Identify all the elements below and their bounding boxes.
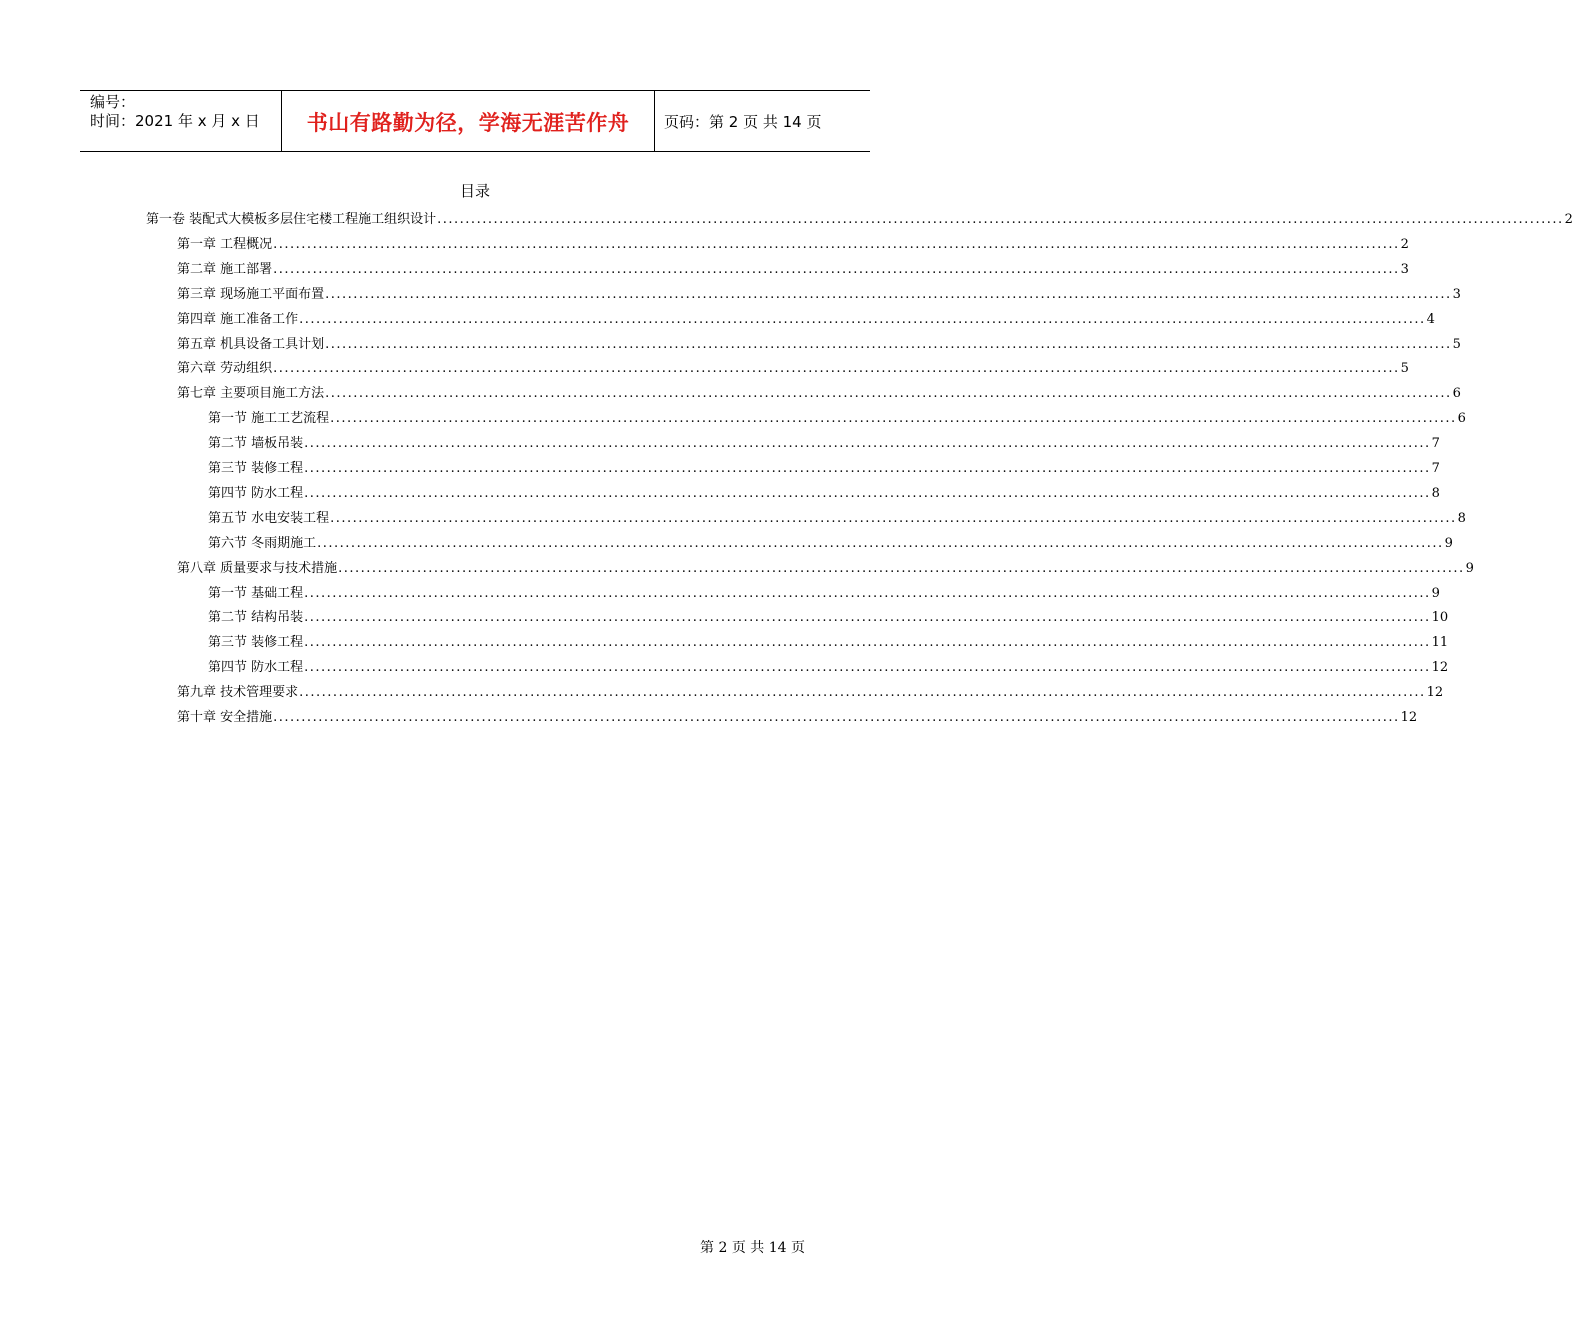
toc-leader-dots: ........................................................................................................................................................................................................ xyxy=(273,236,1400,252)
toc-entry[interactable] xyxy=(177,303,1435,328)
toc-entry[interactable] xyxy=(208,427,1440,452)
toc-leader-dots: ........................................................................................................................................................................................................ xyxy=(273,710,1400,725)
toc-entry[interactable] xyxy=(177,228,1409,253)
toc-entry-page: 9 xyxy=(1431,585,1440,601)
toc-leader-dots: ........................................................................................................................................................................................................ xyxy=(299,311,1426,327)
toc-leader-dots: ........................................................................................................................................................................................................ xyxy=(304,485,1431,501)
toc-entry-page: 12 xyxy=(1426,685,1444,701)
toc-entry-page: 3 xyxy=(1452,286,1461,302)
toc-entry[interactable] xyxy=(177,377,1461,402)
toc-leader-dots: ........................................................................................................................................................................................................ xyxy=(304,585,1431,601)
toc-entry-page: 5 xyxy=(1452,336,1461,352)
toc-leader-dots: ........................................................................................................................................................................................................ xyxy=(325,336,1452,352)
toc-entry-label: 第四章 施工准备工作 xyxy=(177,311,299,327)
toc-entry-page: 9 xyxy=(1465,560,1474,576)
toc-leader-dots: ........................................................................................................................................................................................................ xyxy=(325,286,1452,302)
toc-entry[interactable] xyxy=(208,527,1453,552)
toc-leader-dots: ........................................................................................................................................................................................................ xyxy=(304,635,1431,651)
toc-entry-label: 第九章 技术管理要求 xyxy=(177,685,299,701)
toc-entry-label: 第一章 工程概况 xyxy=(177,236,273,252)
toc-leader-dots: ........................................................................................................................................................................................................ xyxy=(299,685,1426,701)
toc-entry[interactable] xyxy=(177,701,1418,726)
toc-entry-label: 第五章 机具设备工具计划 xyxy=(177,336,325,352)
page-header xyxy=(80,90,870,152)
header-motto: 书山有路勤为径，学海无涯苦作舟 xyxy=(306,110,630,135)
toc-entry-label: 第二章 施工部署 xyxy=(177,261,273,277)
toc-entry-label: 第八章 质量要求与技术措施 xyxy=(177,560,338,576)
toc-entry-label: 第六章 劳动组织 xyxy=(177,361,273,377)
toc-entry-page: 8 xyxy=(1457,510,1466,526)
toc-entry-label: 第二节 墙板吊装 xyxy=(208,436,304,452)
toc-entry[interactable] xyxy=(208,601,1449,626)
toc-leader-dots: ........................................................................................................................................................................................................ xyxy=(437,212,1564,227)
document-code-label: 编号： xyxy=(90,93,136,111)
toc-entry-page: 6 xyxy=(1452,386,1461,402)
toc-entry-page: 10 xyxy=(1431,610,1449,626)
toc-entry-page: 4 xyxy=(1426,311,1435,327)
document-date: 时间：2021 年 x 月 x 日 xyxy=(90,112,260,130)
toc-leader-dots: ........................................................................................................................................................................................................ xyxy=(304,610,1431,626)
toc-leader-dots: ........................................................................................................................................................................................................ xyxy=(325,386,1452,402)
toc-entry-label: 第四节 防水工程 xyxy=(208,660,304,676)
toc-entry-label: 第二节 结构吊装 xyxy=(208,610,304,626)
toc-entry[interactable] xyxy=(208,477,1440,502)
toc-entry-label: 第一卷 装配式大模板多层住宅楼工程施工组织设计 xyxy=(146,212,437,227)
toc-entry-page: 6 xyxy=(1457,411,1466,427)
header-divider xyxy=(654,91,655,152)
toc-entry-page: 11 xyxy=(1431,635,1449,651)
toc-entry[interactable] xyxy=(208,577,1440,602)
toc-leader-dots: ........................................................................................................................................................................................................ xyxy=(338,560,1465,576)
toc-leader-dots: ........................................................................................................................................................................................................ xyxy=(317,535,1444,551)
toc-entry[interactable] xyxy=(208,651,1449,676)
toc-entry-page: 5 xyxy=(1400,361,1409,377)
toc-entry[interactable] xyxy=(208,626,1449,651)
toc-leader-dots: ........................................................................................................................................................................................................ xyxy=(304,436,1431,452)
toc-leader-dots: ........................................................................................................................................................................................................ xyxy=(330,411,1457,427)
toc-entry[interactable] xyxy=(208,502,1466,527)
header-meta xyxy=(90,93,280,131)
toc-entry-page: 8 xyxy=(1431,485,1440,501)
toc-entry-label: 第三节 装修工程 xyxy=(208,635,304,651)
toc-entry-page: 12 xyxy=(1431,660,1449,676)
toc-entry-label: 第三章 现场施工平面布置 xyxy=(177,286,325,302)
toc-entry-page: 9 xyxy=(1444,535,1453,551)
toc-entry[interactable] xyxy=(208,452,1440,477)
toc-entry-label: 第六节 冬雨期施工 xyxy=(208,535,317,551)
toc-leader-dots: ........................................................................................................................................................................................................ xyxy=(304,660,1431,676)
toc-entry-page: 2 xyxy=(1564,212,1573,227)
toc-entry-label: 第五节 水电安装工程 xyxy=(208,510,330,526)
toc-leader-dots: ........................................................................................................................................................................................................ xyxy=(273,361,1400,377)
toc-entry-page: 2 xyxy=(1400,236,1409,252)
toc-entry-page: 12 xyxy=(1400,710,1418,725)
toc-entry-label: 第一节 基础工程 xyxy=(208,585,304,601)
toc-entry-page: 3 xyxy=(1400,261,1409,277)
header-page-number: 页码：第 2 页 共 14 页 xyxy=(664,113,822,131)
toc-entry[interactable] xyxy=(177,676,1444,701)
toc-entry[interactable] xyxy=(177,328,1461,353)
toc-entry[interactable] xyxy=(177,253,1409,278)
toc-leader-dots: ........................................................................................................................................................................................................ xyxy=(330,510,1457,526)
toc-entry-label: 第四节 防水工程 xyxy=(208,485,304,501)
toc-entry-label: 第十章 安全措施 xyxy=(177,710,273,725)
toc-entry[interactable] xyxy=(177,352,1409,377)
toc-entry-label: 第三节 装修工程 xyxy=(208,461,304,476)
toc-entry-label: 第一节 施工工艺流程 xyxy=(208,411,330,427)
toc-entry[interactable] xyxy=(208,402,1466,427)
toc-title: 目录 xyxy=(459,182,490,200)
footer-page-number: 第 2 页 共 14 页 xyxy=(700,1240,805,1256)
toc-leader-dots: ........................................................................................................................................................................................................ xyxy=(304,461,1431,476)
toc-entry-label: 第七章 主要项目施工方法 xyxy=(177,386,325,402)
toc-leader-dots: ........................................................................................................................................................................................................ xyxy=(273,261,1400,277)
toc-entry[interactable] xyxy=(146,203,1573,228)
toc-entry[interactable] xyxy=(177,278,1461,303)
toc-entry[interactable] xyxy=(177,552,1474,577)
toc-entry-page: 7 xyxy=(1431,436,1440,452)
toc-entry-page: 7 xyxy=(1431,461,1440,476)
